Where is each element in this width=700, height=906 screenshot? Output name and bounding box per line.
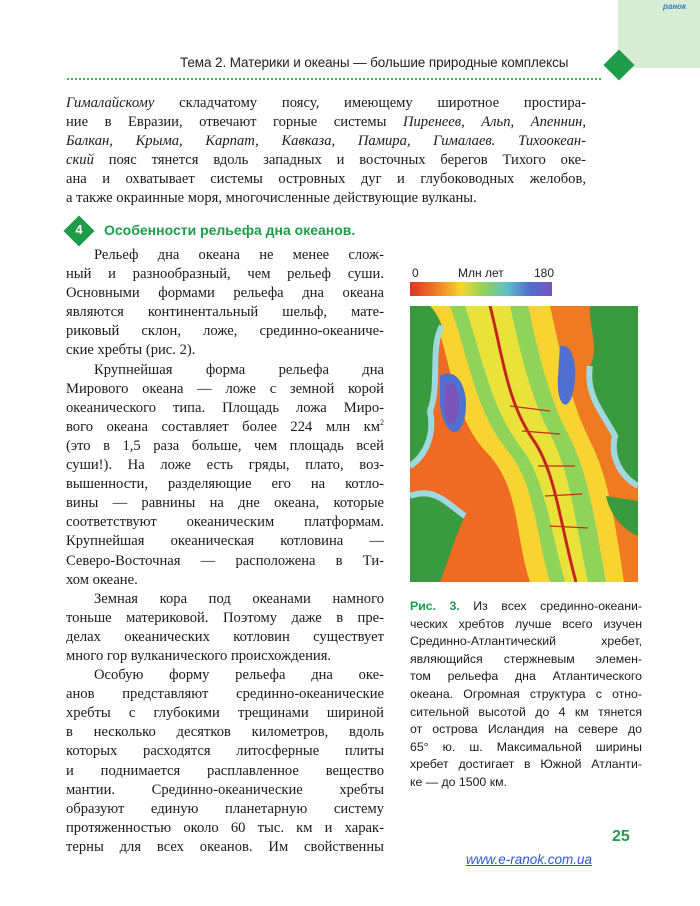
body-line: анов представляют срединно-океанические	[66, 686, 384, 703]
body-text-column	[66, 246, 384, 857]
section-title: Особенности рельефа дна океанов.	[104, 222, 356, 238]
body-line: Крупнейшая форма рельефа дна	[94, 361, 384, 378]
caption-line: Рис. 3. Из всех срединно-океани-	[410, 599, 642, 613]
body-line: ный и разнообразный, чем рельеф суши.	[66, 266, 384, 283]
body-line: хребты с глубокими трещинами шириной	[66, 705, 384, 722]
body-line: являются континентальный шельф, мате-	[66, 304, 384, 321]
body-line: (это в 1,5 раза больше, чем площадь всей	[66, 437, 384, 454]
intro-line: ский пояс тянется вдоль западных и восточных берегов Тихого оке-	[66, 152, 586, 169]
body-line: терны для всех океанов. Им свойственны	[66, 838, 384, 855]
caption-line: сительной высотой до 4 км тянется	[410, 704, 642, 719]
body-line: вины — равнины на дне океана, которые	[66, 495, 384, 512]
publisher-logo: ранок	[663, 2, 687, 11]
age-color-gradient-bar	[410, 282, 552, 296]
section-number: 4	[75, 222, 83, 237]
scale-min-label: 0	[412, 266, 419, 280]
intro-paragraph	[66, 94, 586, 209]
body-line: мантии. Срединно-океанические хребты	[66, 781, 384, 798]
superscript-2: 2	[380, 417, 384, 427]
body-line: соответствуют океаническим платформам.	[66, 514, 384, 531]
figure-caption	[410, 598, 642, 792]
scale-max-label: 180	[533, 266, 554, 280]
body-line: Мирового океана — ложе с земной корой	[66, 380, 384, 397]
body-line: хом океане.	[66, 571, 138, 588]
body-line: и поднимается расплавленное вещество	[66, 762, 384, 779]
body-line: в несколько десятков километров, вдоль	[66, 724, 384, 741]
caption-line: хребет достигает в Южной Атланти-	[410, 757, 642, 772]
caption-line: ке — до 1500 км.	[410, 774, 507, 789]
ocean-floor-age-map-graphic	[410, 306, 638, 582]
caption-line: 65° ю. ш. Максимальной ширины	[410, 739, 642, 754]
section-number-badge	[68, 220, 90, 242]
caption-label: Рис. 3.	[410, 599, 460, 613]
body-line: вышенности, разделяющие его на котло-	[66, 476, 384, 493]
intro-line: ние в Евразии, отвечают горные системы Пиренеев, Альп, Апеннин,	[66, 114, 587, 131]
corner-tab	[618, 0, 700, 68]
body-line: Особую форму рельефа дна оке-	[94, 667, 384, 684]
running-header-title: Тема 2. Материки и океаны — большие природные комплексы	[180, 55, 569, 70]
body-line: Северо-Восточная — расположена в Ти-	[66, 552, 384, 569]
body-line: суши!). На ложе есть гряды, плато, воз-	[66, 457, 384, 474]
caption-line: том рельефа дна Атлантического	[410, 669, 642, 684]
body-line: протяженностью около 60 тыс. км и харак-	[66, 819, 384, 836]
caption-line: от острова Исландия на севере до	[410, 722, 642, 737]
intro-line: а также окраинные моря, многочисленные действующие вулканы.	[66, 190, 477, 207]
body-line: ские хребты (рис. 2).	[66, 342, 196, 359]
body-line: Рельеф дна океана не менее слож-	[94, 247, 384, 263]
footer-url-link[interactable]: www.e-ranok.com.ua	[466, 852, 593, 867]
body-line: Основными формами рельефа дна океана	[66, 285, 384, 302]
caption-line: Срединно-Атлантический хребет,	[410, 634, 642, 649]
body-line: вого океана составляет более 224 млн $км^2$	[66, 417, 384, 435]
body-line: много гор вулканического происхождения.	[66, 647, 332, 664]
body-line: тоньше материковой. Поэтому даже в пре-	[66, 609, 384, 626]
body-line: делах океанических котловин существует	[66, 628, 384, 645]
header-dotted-rule	[66, 77, 602, 81]
body-line: образуют единую планетарную систему	[66, 800, 384, 817]
body-line: океанического типа. Площадь ложа Миро-	[66, 399, 384, 416]
caption-line: океана. Огромная структура с отно-	[410, 686, 642, 701]
scale-unit-label: Млн лет	[458, 266, 504, 280]
body-line: риковый склон, ложе, срединно-океаниче-	[66, 323, 384, 340]
intro-line: ана и охватывает системы островных дуг и глубоководных желобов,	[66, 171, 586, 188]
intro-line: Балкан, Крыма, Карпат, Кавказа, Памира, Гималаев. Тихоокеан-	[66, 133, 586, 150]
ocean-floor-age-map	[410, 306, 638, 582]
caption-line: являющийся стержневым элемен-	[410, 651, 642, 666]
age-scale-legend	[410, 266, 554, 296]
page-number: 25	[612, 828, 630, 845]
body-line: Земная кора под океанами намного	[94, 590, 384, 607]
body-line: которых расходятся литосферные плиты	[66, 743, 384, 760]
age-scale-labels	[410, 266, 554, 282]
body-line: Крупнейшая океаническая котловина —	[66, 533, 384, 550]
intro-line: Гималайскому складчатому поясу, имеющему широтное простира-	[66, 95, 586, 111]
caption-line: ческих хребтов лучше всего изучен	[410, 616, 642, 631]
